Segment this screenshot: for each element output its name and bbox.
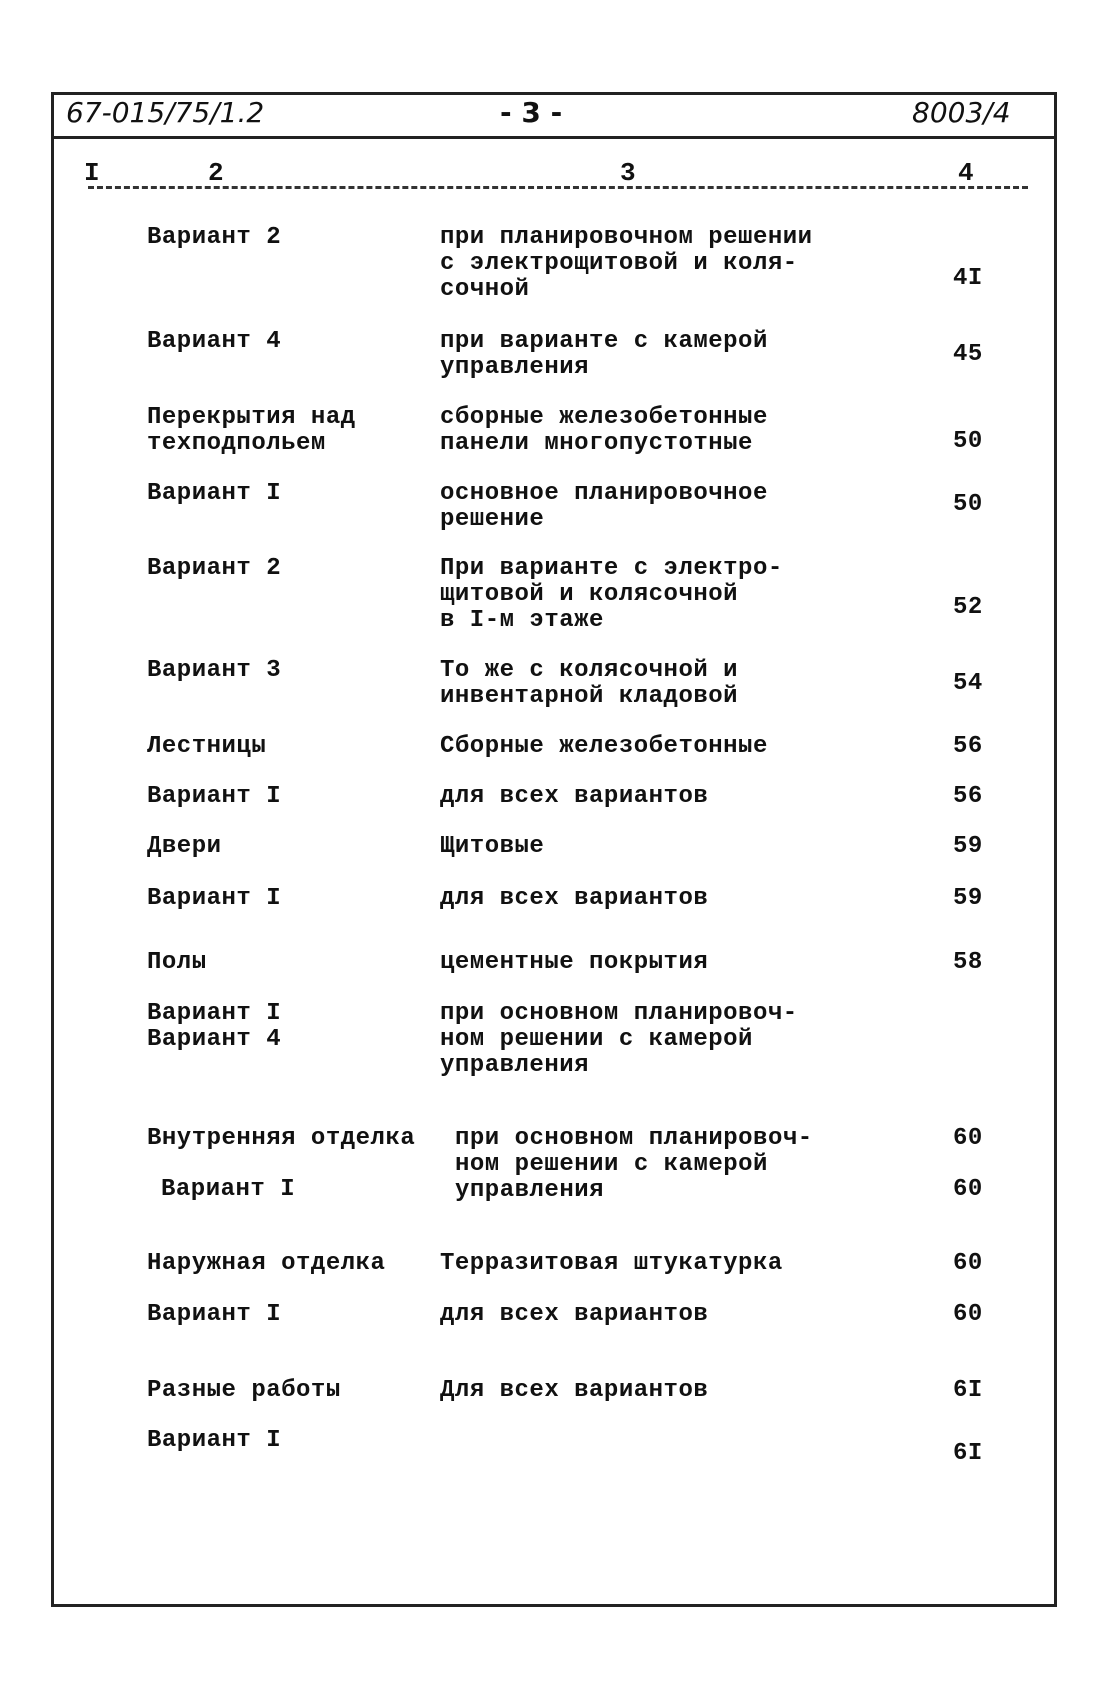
- row-description-line: в I-м этаже: [440, 607, 604, 634]
- row-name: [147, 556, 281, 582]
- row-name-line: Вариант I: [147, 1000, 282, 1027]
- row-page-number: 6I: [953, 1377, 983, 1404]
- row-description: [440, 481, 768, 533]
- row-name-line: Вариант 4: [147, 328, 282, 355]
- row-name-line: Двери: [147, 833, 222, 860]
- row-page-number: 56: [953, 733, 983, 760]
- row-description-line: с электрощитовой и коля-: [440, 250, 798, 277]
- column-header-dashes: [88, 186, 1028, 189]
- row-description-line: при варианте с камерой: [440, 328, 768, 355]
- row-description: [440, 886, 708, 912]
- row-description-line: щитовой и колясочной: [440, 581, 739, 608]
- row-page-number: 6I: [953, 1440, 983, 1467]
- row-name: [147, 784, 281, 810]
- header-divider: [51, 136, 1057, 139]
- row-name: [161, 1177, 295, 1203]
- row-description: [440, 834, 544, 860]
- row-description: [440, 556, 783, 634]
- row-description: [440, 1001, 798, 1079]
- row-description: [440, 1251, 783, 1277]
- row-description: [440, 950, 708, 976]
- row-name: [147, 1126, 415, 1152]
- row-description-line: для всех вариантов: [440, 1301, 709, 1328]
- row-name-line: техподпольем: [147, 430, 326, 457]
- row-name-line: Вариант 2: [147, 555, 282, 582]
- row-page-number: 59: [953, 885, 983, 912]
- row-page-number: 60: [953, 1176, 983, 1203]
- row-description: [440, 658, 738, 710]
- row-description-line: Сборные железобетонные: [440, 733, 768, 760]
- row-page-number: 58: [953, 949, 983, 976]
- row-name-line: Внутренняя отделка: [147, 1125, 416, 1152]
- column-header-2: 2: [208, 158, 224, 188]
- document-code: 67-015/75/1.2: [66, 96, 265, 129]
- row-description-line: решение: [440, 506, 545, 533]
- row-description-line: ном решении с камерой: [455, 1151, 768, 1178]
- row-name: [147, 329, 281, 355]
- row-description-line: при планировочном решении: [440, 224, 813, 251]
- row-description: [440, 784, 708, 810]
- row-description: [440, 734, 768, 760]
- row-name-line: Вариант 2: [147, 224, 282, 251]
- row-name: [147, 1251, 385, 1277]
- row-name: [147, 405, 356, 457]
- row-description: [440, 1378, 708, 1404]
- row-name: [147, 950, 207, 976]
- row-page-number: 59: [953, 833, 983, 860]
- row-page-number: 60: [953, 1125, 983, 1152]
- row-page-number: 4I: [953, 265, 983, 292]
- row-page-number: 56: [953, 783, 983, 810]
- row-name: [147, 1378, 341, 1404]
- row-name: [147, 1428, 281, 1454]
- row-description-line: при основном планировоч-: [440, 1000, 798, 1027]
- row-name: [147, 1001, 281, 1053]
- row-description: [455, 1126, 813, 1204]
- row-description-line: То же с колясочной и: [440, 657, 739, 684]
- row-description-line: основное планировочное: [440, 480, 768, 507]
- row-name-line: Наружная отделка: [147, 1250, 386, 1277]
- row-description-line: управления: [440, 1052, 590, 1079]
- row-description-line: управления: [440, 354, 590, 381]
- row-description-line: При варианте с электро-: [440, 555, 783, 582]
- column-header-3: 3: [620, 158, 636, 188]
- row-description-line: Для всех вариантов: [440, 1377, 709, 1404]
- row-description-line: ном решении с камерой: [440, 1026, 753, 1053]
- row-description-line: цементные покрытия: [440, 949, 709, 976]
- row-description-line: управления: [455, 1177, 605, 1204]
- row-description-line: для всех вариантов: [440, 783, 709, 810]
- row-name-line: Вариант 4: [147, 1026, 282, 1053]
- row-name-line: Вариант I: [147, 885, 282, 912]
- page-number: - 3 -: [500, 96, 563, 129]
- row-name-line: Вариант I: [147, 1427, 282, 1454]
- row-name: [147, 225, 281, 251]
- row-name: [147, 734, 266, 760]
- row-page-number: 60: [953, 1301, 983, 1328]
- column-header-1: I: [84, 158, 100, 188]
- row-name: [147, 1302, 281, 1328]
- row-name-line: Вариант I: [161, 1176, 296, 1203]
- row-description-line: инвентарной кладовой: [440, 683, 739, 710]
- row-name-line: Вариант I: [147, 480, 282, 507]
- row-name-line: Вариант I: [147, 783, 282, 810]
- row-page-number: 54: [953, 670, 983, 697]
- inventory-number: 8003/4: [912, 96, 1011, 129]
- row-name: [147, 834, 222, 860]
- row-name: [147, 886, 281, 912]
- row-description-line: Терразитовая штукатурка: [440, 1250, 783, 1277]
- row-page-number: 45: [953, 341, 983, 368]
- row-page-number: 50: [953, 428, 983, 455]
- row-name-line: Полы: [147, 949, 207, 976]
- row-name: [147, 658, 281, 684]
- row-page-number: 60: [953, 1250, 983, 1277]
- row-name-line: Перекрытия над: [147, 404, 356, 431]
- row-name: [147, 481, 281, 507]
- row-name-line: Вариант I: [147, 1301, 282, 1328]
- row-name-line: Вариант 3: [147, 657, 282, 684]
- row-page-number: 50: [953, 491, 983, 518]
- row-description: [440, 405, 768, 457]
- row-description-line: Щитовые: [440, 833, 545, 860]
- row-description: [440, 225, 813, 303]
- row-description-line: сборные железобетонные: [440, 404, 768, 431]
- row-name-line: Лестницы: [147, 733, 267, 760]
- row-description-line: панели многопустотные: [440, 430, 753, 457]
- column-header-4: 4: [958, 158, 974, 188]
- row-description: [440, 1302, 708, 1328]
- row-description-line: при основном планировоч-: [455, 1125, 813, 1152]
- row-description-line: для всех вариантов: [440, 885, 709, 912]
- row-description-line: сочной: [440, 276, 530, 303]
- row-name-line: Разные работы: [147, 1377, 341, 1404]
- row-page-number: 52: [953, 594, 983, 621]
- row-description: [440, 329, 768, 381]
